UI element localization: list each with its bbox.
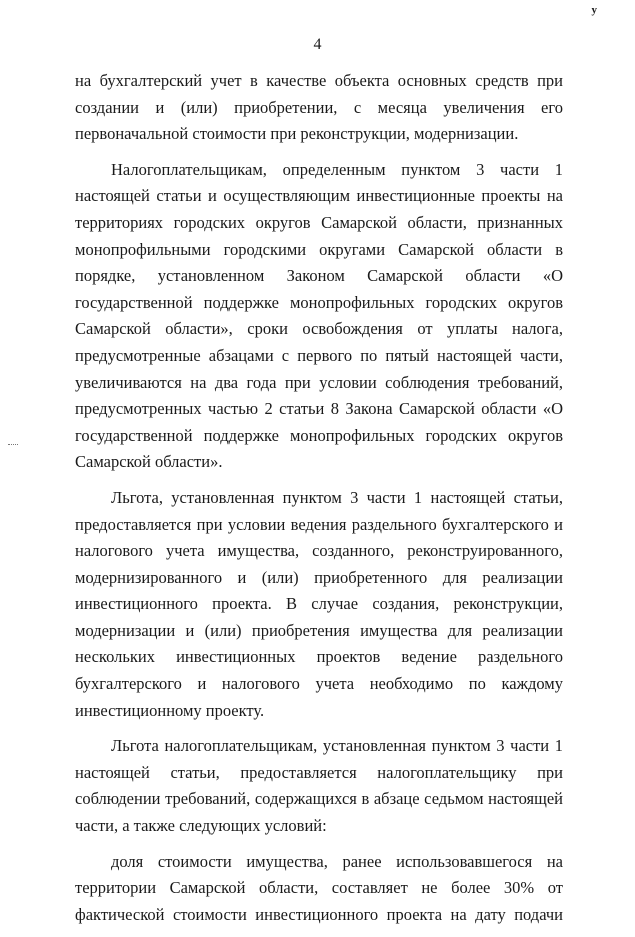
corner-mark: у [591,4,597,16]
paragraph-monoprofile-terms: Налогоплательщикам, определенным пунктом 3 части 1 настоящей статьи и осуществляющим инвестиционные проекты на территориях городских округов Самарской области, признанных монопрофильными городскими округами Самарской области в порядке, установленном Законом Самарской области «О государственной поддержке монопрофильных городских округов Самарской области», сроки освобождения от уплаты налога, предусмотренные абзацами с первого по пятый настоящей части, увеличиваются на два года при условии соблюдения требований, предусмотренных частью 2 статьи 8 Закона Самарской области «О государственной поддержке монопрофильных городских округов Самарской области». [75,159,563,472]
margin-mark [8,444,18,447]
paragraph-benefit-conditions: Льгота налогоплательщикам, установленная пунктом 3 части 1 настоящей статьи, предоставляется налогоплательщику при соблюдении требований, содержащихся в абзаце седьмом настоящей части, а также следующих условий: [75,736,563,836]
document-body [75,68,563,937]
paragraph-property-share: доля стоимости имущества, ранее использовавшегося на территории Самарской области, составляет не более 30% от фактической стоимости инвестиционного проекта на дату подачи [75,851,563,924]
paragraph-continuation: на бухгалтерский учет в качестве объекта основных средств при создании и (или) приобретении, с месяца увеличения его первоначальной стоимости при реконструкции, модернизации. [75,71,563,144]
paragraph-separate-accounting: Льгота, установленная пунктом 3 части 1 настоящей статьи, предоставляется при условии ведения раздельного бухгалтерского и налогового учета имущества, созданного, реконструированного, модернизированного и (или) приобретенного для реализации инвестиционного проекта. В случае создания, реконструкции, модернизации и (или) приобретения имущества для реализации нескольких инвестиционных проектов ведение раздельного бухгалтерского и налогового учета необходимо по каждому инвестиционному проекту. [75,487,563,720]
page-number: 4 [313,36,322,53]
